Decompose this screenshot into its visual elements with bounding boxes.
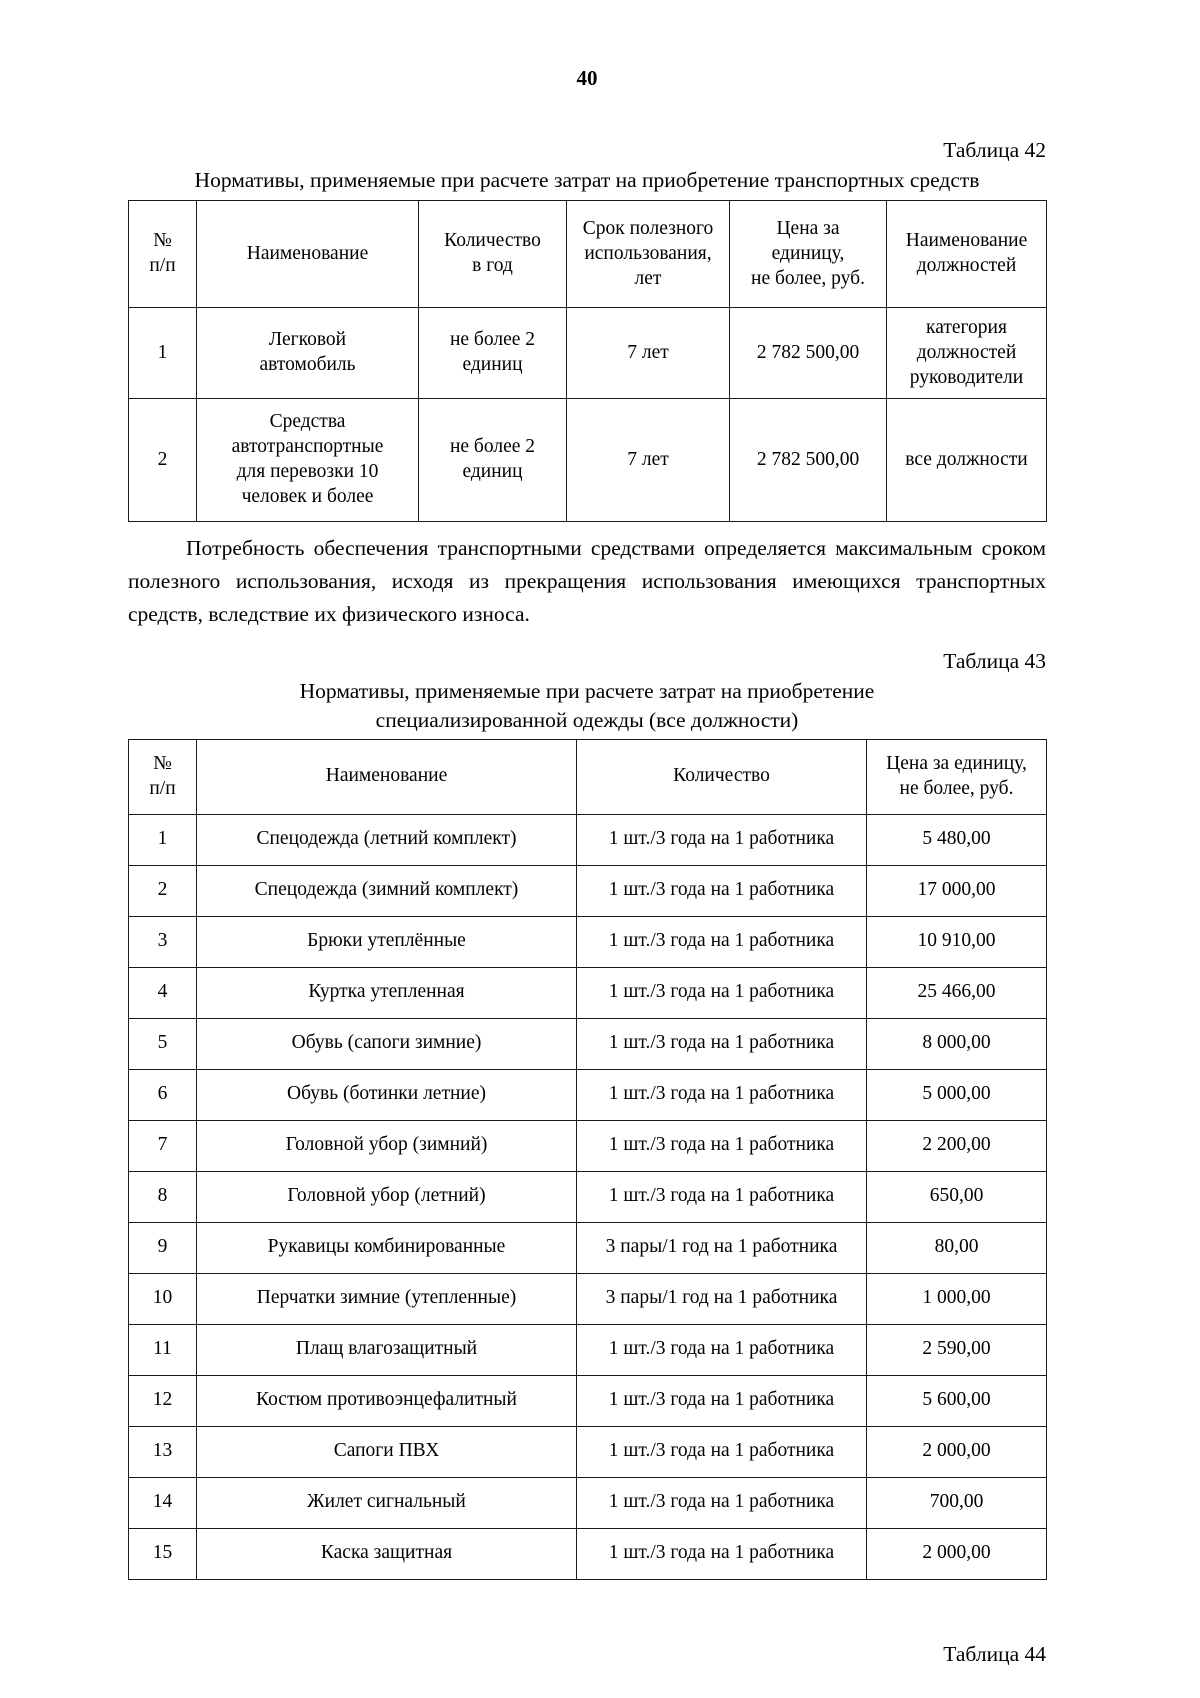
cell-num: 10	[129, 1273, 197, 1324]
cell-name: Куртка утепленная	[197, 967, 577, 1018]
table-row	[129, 1375, 1047, 1426]
table-row	[129, 1120, 1047, 1171]
cell-price: 2 590,00	[867, 1324, 1047, 1375]
cell-num: 12	[129, 1375, 197, 1426]
table-row	[129, 1069, 1047, 1120]
cell-quantity: 1 шт./3 года на 1 работника	[577, 916, 867, 967]
table-row	[129, 1528, 1047, 1579]
header-price-line1: Цена за единицу,	[886, 752, 1027, 774]
table-row	[129, 814, 1047, 865]
cell-price: 2 000,00	[867, 1426, 1047, 1477]
table-row	[129, 399, 1047, 522]
table-43-title-line1: Нормативы, применяемые при расчете затрат на приобретение	[299, 679, 875, 704]
header-qty-line1: Количество	[444, 230, 541, 252]
table-row	[129, 1018, 1047, 1069]
cell-num: 5	[129, 1018, 197, 1069]
header-life-line1: Срок полезного	[582, 217, 714, 239]
table-44-label: Таблица 44	[943, 1641, 1046, 1666]
table-42-label: Таблица 42	[943, 138, 1046, 162]
cell-num: 13	[129, 1426, 197, 1477]
cell-name: Спецодежда (летний комплект)	[197, 814, 577, 865]
table-row	[129, 967, 1047, 1018]
table-42-header-row	[129, 201, 1047, 308]
table-43	[128, 739, 1047, 1580]
cell-name-line4: человек и более	[241, 486, 374, 508]
table-43-label: Таблица 43	[943, 649, 1046, 674]
cell-price: 700,00	[867, 1477, 1047, 1528]
cell-price: 2 200,00	[867, 1120, 1047, 1171]
header-price-line2: не более, руб.	[899, 777, 1014, 799]
page-number: 40	[576, 66, 598, 90]
cell-num: 14	[129, 1477, 197, 1528]
cell-name-line1: Легковой	[268, 329, 347, 351]
table-42-header-useful-life	[567, 201, 730, 308]
table-43-header-row	[129, 739, 1047, 814]
cell-price: 650,00	[867, 1171, 1047, 1222]
cell-quantity: 1 шт./3 года на 1 работника	[577, 1171, 867, 1222]
cell-num: 9	[129, 1222, 197, 1273]
cell-num: 1	[129, 814, 197, 865]
table-43-header-price	[867, 739, 1047, 814]
cell-quantity: 1 шт./3 года на 1 работника	[577, 1477, 867, 1528]
header-price-line3: не более, руб.	[751, 267, 865, 289]
cell-price: 5 600,00	[867, 1375, 1047, 1426]
cell-name: Костюм противоэнцефалитный	[197, 1375, 577, 1426]
header-num-line2: п/п	[149, 777, 176, 799]
table-row	[129, 1222, 1047, 1273]
cell-positions: все должности	[887, 399, 1047, 522]
cell-price: 2 000,00	[867, 1528, 1047, 1579]
cell-quantity: 1 шт./3 года на 1 работника	[577, 1528, 867, 1579]
table-42-title: Нормативы, применяемые при расчете затрат на приобретение транспортных средств	[194, 167, 980, 192]
header-num-line2: п/п	[149, 255, 176, 277]
cell-num: 8	[129, 1171, 197, 1222]
cell-price: 25 466,00	[867, 967, 1047, 1018]
table-43-header-quantity: Количество	[577, 739, 867, 814]
cell-name: Плащ влагозащитный	[197, 1324, 577, 1375]
cell-price: 80,00	[867, 1222, 1047, 1273]
cell-positions-line1: категория	[926, 316, 1007, 338]
cell-name: Головной убор (зимний)	[197, 1120, 577, 1171]
cell-name: Каска защитная	[197, 1528, 577, 1579]
cell-quantity: 1 шт./3 года на 1 работника	[577, 1018, 867, 1069]
cell-name: Жилет сигнальный	[197, 1477, 577, 1528]
cell-quantity: 1 шт./3 года на 1 работника	[577, 1426, 867, 1477]
table-row	[129, 916, 1047, 967]
header-positions-line1: Наименование	[905, 230, 1028, 252]
cell-quantity: 1 шт./3 года на 1 работника	[577, 967, 867, 1018]
table-42-header-name: Наименование	[197, 201, 419, 308]
cell-name: Рукавицы комбинированные	[197, 1222, 577, 1273]
cell-name: Перчатки зимние (утепленные)	[197, 1273, 577, 1324]
cell-name: Головной убор (летний)	[197, 1171, 577, 1222]
cell-quantity: 3 пары/1 год на 1 работника	[577, 1273, 867, 1324]
cell-num: 6	[129, 1069, 197, 1120]
cell-useful-life: 7 лет	[567, 399, 730, 522]
cell-positions-line2: должностей	[916, 341, 1017, 363]
cell-num: 3	[129, 916, 197, 967]
cell-num: 15	[129, 1528, 197, 1579]
table-row	[129, 1273, 1047, 1324]
table-row	[129, 1477, 1047, 1528]
cell-name: Обувь (сапоги зимние)	[197, 1018, 577, 1069]
cell-quantity: 3 пары/1 год на 1 работника	[577, 1222, 867, 1273]
table-43-title-line2: специализированной одежды (все должности)	[375, 707, 799, 732]
cell-num: 2	[129, 399, 197, 522]
table-row	[129, 308, 1047, 399]
cell-quantity: 1 шт./3 года на 1 работника	[577, 1069, 867, 1120]
cell-name-line1: Средства	[269, 411, 346, 433]
cell-price: 2 782 500,00	[730, 399, 887, 522]
table-42-header-num	[129, 201, 197, 308]
header-positions-line2: должностей	[916, 255, 1017, 277]
table-42-header-price	[730, 201, 887, 308]
cell-name-line3: для перевозки 10	[236, 461, 379, 483]
cell-num: 2	[129, 865, 197, 916]
cell-price: 17 000,00	[867, 865, 1047, 916]
cell-quantity: 1 шт./3 года на 1 работника	[577, 1324, 867, 1375]
cell-positions	[887, 308, 1047, 399]
cell-quantity	[419, 399, 567, 522]
header-price-line2: единицу,	[771, 242, 845, 264]
page-content	[128, 0, 1046, 1667]
cell-num: 1	[129, 308, 197, 399]
cell-num: 7	[129, 1120, 197, 1171]
cell-quantity: 1 шт./3 года на 1 работника	[577, 865, 867, 916]
cell-name: Брюки утеплённые	[197, 916, 577, 967]
cell-price: 1 000,00	[867, 1273, 1047, 1324]
table-row	[129, 1171, 1047, 1222]
cell-name	[197, 308, 419, 399]
table-43-body	[129, 814, 1047, 1579]
cell-name: Сапоги ПВХ	[197, 1426, 577, 1477]
cell-name-line2: автомобиль	[259, 354, 356, 376]
cell-price: 5 000,00	[867, 1069, 1047, 1120]
cell-name	[197, 399, 419, 522]
header-qty-line2: в год	[472, 255, 513, 277]
cell-quantity	[419, 308, 567, 399]
table-43-header-num	[129, 739, 197, 814]
cell-price: 8 000,00	[867, 1018, 1047, 1069]
cell-positions-line3: руководители	[909, 366, 1024, 388]
body-paragraph: Потребность обеспечения транспортными средствами определяется максимальным сроком полезного использования, исходя из прекращения использования имеющихся транспортных средств, вследствие их физического износа.	[128, 536, 1046, 626]
header-price-line1: Цена за	[776, 217, 840, 239]
cell-name-line2: автотранспортные	[231, 436, 384, 458]
cell-price: 2 782 500,00	[730, 308, 887, 399]
cell-name: Обувь (ботинки летние)	[197, 1069, 577, 1120]
cell-num: 4	[129, 967, 197, 1018]
table-row	[129, 1324, 1047, 1375]
table-row	[129, 1426, 1047, 1477]
cell-num: 11	[129, 1324, 197, 1375]
cell-qty-line1: не более 2	[449, 329, 536, 351]
cell-useful-life: 7 лет	[567, 308, 730, 399]
cell-price: 10 910,00	[867, 916, 1047, 967]
header-num-line1: №	[153, 230, 172, 252]
cell-qty-line2: единиц	[462, 354, 523, 376]
header-life-line2: использования,	[584, 242, 712, 264]
cell-quantity: 1 шт./3 года на 1 работника	[577, 814, 867, 865]
header-life-line3: лет	[634, 267, 662, 289]
table-43-header-name: Наименование	[197, 739, 577, 814]
header-num-line1: №	[153, 752, 172, 774]
table-42-header-positions	[887, 201, 1047, 308]
cell-price: 5 480,00	[867, 814, 1047, 865]
cell-quantity: 1 шт./3 года на 1 работника	[577, 1120, 867, 1171]
cell-quantity: 1 шт./3 года на 1 работника	[577, 1375, 867, 1426]
table-row	[129, 865, 1047, 916]
table-43-title	[128, 677, 1046, 734]
table-42	[128, 200, 1047, 522]
cell-name: Спецодежда (зимний комплект)	[197, 865, 577, 916]
cell-qty-line1: не более 2	[449, 436, 536, 458]
cell-qty-line2: единиц	[462, 461, 523, 483]
table-42-header-quantity	[419, 201, 567, 308]
